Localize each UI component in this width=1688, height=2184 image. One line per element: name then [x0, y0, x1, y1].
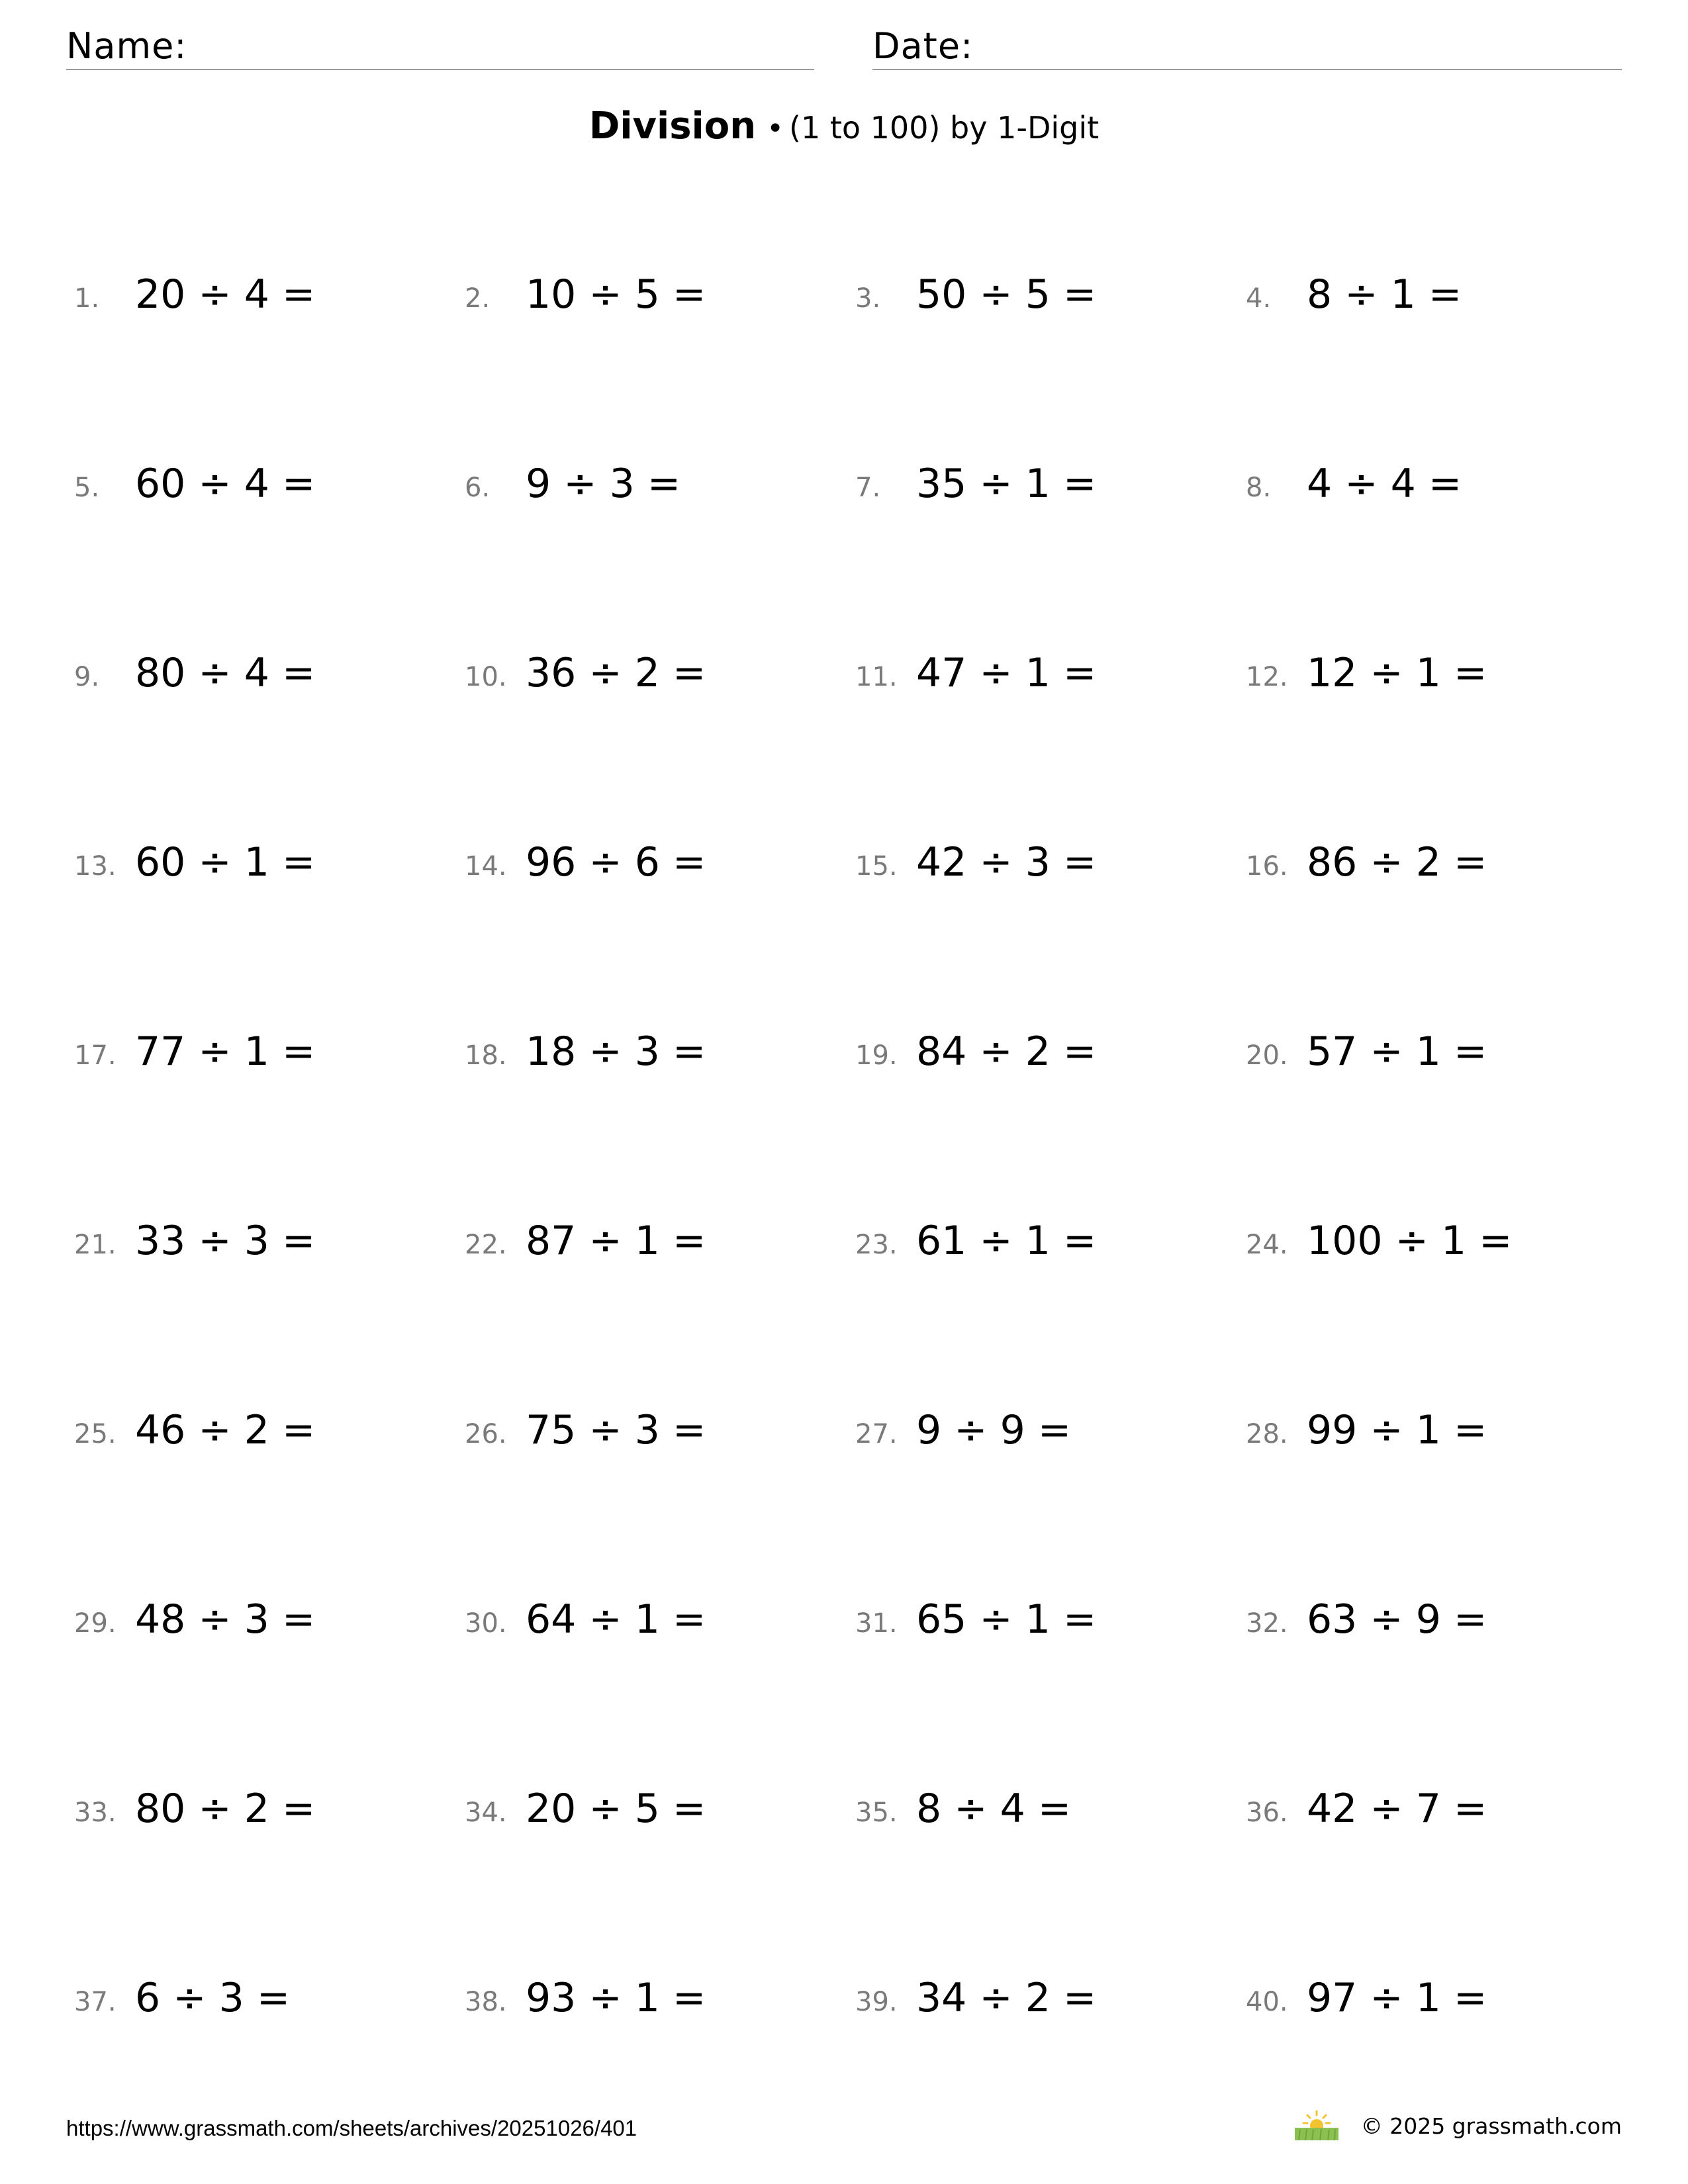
problem-number: 1.: [74, 283, 100, 314]
problem-item: [74, 1214, 445, 1267]
problem-item: [1246, 835, 1617, 888]
problem-item: [465, 1403, 835, 1456]
problem-item: [465, 1971, 835, 2024]
problem-expression: 34 ÷ 2 =: [916, 1975, 1097, 2021]
problem-number: 22.: [465, 1230, 507, 1260]
problem-number: 12.: [1246, 662, 1288, 692]
problem-number: 10.: [465, 662, 507, 692]
title-main: Division: [588, 105, 757, 148]
problem-item: [74, 267, 445, 320]
problem-number: 13.: [74, 851, 117, 882]
problem-item: [74, 1782, 445, 1835]
problem-expression: 93 ÷ 1 =: [526, 1975, 706, 2021]
problem-number: 4.: [1246, 283, 1272, 314]
problem-expression: 77 ÷ 1 =: [135, 1028, 316, 1075]
problem-expression: 97 ÷ 1 =: [1307, 1975, 1487, 2021]
problem-expression: 87 ÷ 1 =: [526, 1218, 706, 1264]
problem-item: [1246, 1592, 1617, 1645]
problem-item: [855, 1971, 1226, 2024]
problem-item: [74, 1592, 445, 1645]
problem-item: [855, 646, 1226, 699]
problem-number: 23.: [855, 1230, 898, 1260]
problem-item: [1246, 1782, 1617, 1835]
problem-item: [1246, 267, 1617, 320]
problem-number: 30.: [465, 1608, 507, 1639]
problem-number: 3.: [855, 283, 881, 314]
problem-item: [74, 835, 445, 888]
problem-expression: 47 ÷ 1 =: [916, 650, 1097, 696]
problem-item: [855, 267, 1226, 320]
problem-number: 33.: [74, 1797, 117, 1828]
problem-expression: 12 ÷ 1 =: [1307, 650, 1487, 696]
problem-number: 8.: [1246, 473, 1272, 503]
problem-item: [465, 267, 835, 320]
footer-url: https://www.grassmath.com/sheets/archives/20251026/401: [66, 2116, 637, 2140]
problem-expression: 80 ÷ 4 =: [135, 650, 316, 696]
problem-number: 9.: [74, 662, 100, 692]
problem-number: 21.: [74, 1230, 117, 1260]
problem-expression: 36 ÷ 2 =: [526, 650, 706, 696]
problem-number: 2.: [465, 283, 491, 314]
problem-item: [1246, 646, 1617, 699]
problem-number: 38.: [465, 1987, 507, 2017]
problem-expression: 35 ÷ 1 =: [916, 461, 1097, 507]
problem-expression: 20 ÷ 5 =: [526, 1786, 706, 1832]
problem-number: 32.: [1246, 1608, 1288, 1639]
problem-item: [465, 835, 835, 888]
problem-item: [465, 1214, 835, 1267]
problem-item: [74, 646, 445, 699]
problem-expression: 75 ÷ 3 =: [526, 1407, 706, 1453]
problem-expression: 8 ÷ 4 =: [916, 1786, 1072, 1832]
problem-number: 34.: [465, 1797, 507, 1828]
problem-item: [855, 1024, 1226, 1077]
problem-item: [855, 1592, 1226, 1645]
problem-expression: 86 ÷ 2 =: [1307, 839, 1487, 886]
problem-number: 17.: [74, 1040, 117, 1071]
problem-expression: 64 ÷ 1 =: [526, 1596, 706, 1643]
problem-number: 27.: [855, 1419, 898, 1449]
problem-item: [1246, 457, 1617, 510]
problem-expression: 46 ÷ 2 =: [135, 1407, 316, 1453]
problem-number: 14.: [465, 851, 507, 882]
problem-expression: 42 ÷ 3 =: [916, 839, 1097, 886]
problem-expression: 20 ÷ 4 =: [135, 271, 316, 318]
problem-number: 16.: [1246, 851, 1288, 882]
problem-expression: 18 ÷ 3 =: [526, 1028, 706, 1075]
name-label: Name:: [66, 25, 187, 67]
problem-number: 29.: [74, 1608, 117, 1639]
problem-item: [855, 835, 1226, 888]
problem-item: [465, 1024, 835, 1077]
problem-number: 19.: [855, 1040, 898, 1071]
problem-number: 26.: [465, 1419, 507, 1449]
problem-number: 28.: [1246, 1419, 1288, 1449]
copyright-text: © 2025 grassmath.com: [1360, 2113, 1622, 2139]
problem-item: [1246, 1214, 1617, 1267]
problem-expression: 50 ÷ 5 =: [916, 271, 1097, 318]
problem-expression: 60 ÷ 4 =: [135, 461, 316, 507]
problem-number: 35.: [855, 1797, 898, 1828]
problem-item: [465, 1782, 835, 1835]
problem-expression: 48 ÷ 3 =: [135, 1596, 316, 1643]
problem-number: 39.: [855, 1987, 898, 2017]
problem-item: [74, 1971, 445, 2024]
problem-expression: 4 ÷ 4 =: [1307, 461, 1462, 507]
problem-expression: 61 ÷ 1 =: [916, 1218, 1097, 1264]
problem-expression: 6 ÷ 3 =: [135, 1975, 291, 2021]
problem-number: 6.: [465, 473, 491, 503]
problem-expression: 80 ÷ 2 =: [135, 1786, 316, 1832]
problem-item: [465, 1592, 835, 1645]
problem-item: [855, 457, 1226, 510]
footer-brand: [1293, 2110, 1622, 2142]
problem-expression: 10 ÷ 5 =: [526, 271, 706, 318]
problem-number: 5.: [74, 473, 100, 503]
problem-expression: 9 ÷ 3 =: [526, 461, 681, 507]
problem-number: 7.: [855, 473, 881, 503]
problem-expression: 65 ÷ 1 =: [916, 1596, 1097, 1643]
problem-item: [855, 1214, 1226, 1267]
problem-number: 25.: [74, 1419, 117, 1449]
problem-item: [74, 457, 445, 510]
problem-item: [1246, 1024, 1617, 1077]
problem-expression: 42 ÷ 7 =: [1307, 1786, 1487, 1832]
problem-expression: 8 ÷ 1 =: [1307, 271, 1462, 318]
problem-expression: 84 ÷ 2 =: [916, 1028, 1097, 1075]
problem-item: [74, 1024, 445, 1077]
problem-number: 31.: [855, 1608, 898, 1639]
problem-number: 20.: [1246, 1040, 1288, 1071]
problem-expression: 57 ÷ 1 =: [1307, 1028, 1487, 1075]
problem-expression: 99 ÷ 1 =: [1307, 1407, 1487, 1453]
problem-number: 36.: [1246, 1797, 1288, 1828]
problem-expression: 60 ÷ 1 =: [135, 839, 316, 886]
problem-number: 37.: [74, 1987, 117, 2017]
problem-item: [855, 1403, 1226, 1456]
date-label: Date:: [872, 25, 974, 67]
grass-sun-logo-icon: [1293, 2110, 1340, 2142]
problem-expression: 9 ÷ 9 =: [916, 1407, 1072, 1453]
problem-item: [1246, 1403, 1617, 1456]
problem-item: [1246, 1971, 1617, 2024]
title-subtitle: (1 to 100) by 1-Digit: [789, 110, 1100, 146]
problem-item: [855, 1782, 1226, 1835]
problem-number: 18.: [465, 1040, 507, 1071]
problem-expression: 100 ÷ 1 =: [1307, 1218, 1513, 1264]
problem-item: [74, 1403, 445, 1456]
problem-expression: 33 ÷ 3 =: [135, 1218, 316, 1264]
problem-expression: 63 ÷ 9 =: [1307, 1596, 1487, 1643]
problem-number: 24.: [1246, 1230, 1288, 1260]
problem-number: 15.: [855, 851, 898, 882]
problem-expression: 96 ÷ 6 =: [526, 839, 706, 886]
problem-number: 40.: [1246, 1987, 1288, 2017]
problem-item: [465, 457, 835, 510]
problem-number: 11.: [855, 662, 898, 692]
title-separator: •: [767, 112, 784, 146]
problem-item: [465, 646, 835, 699]
